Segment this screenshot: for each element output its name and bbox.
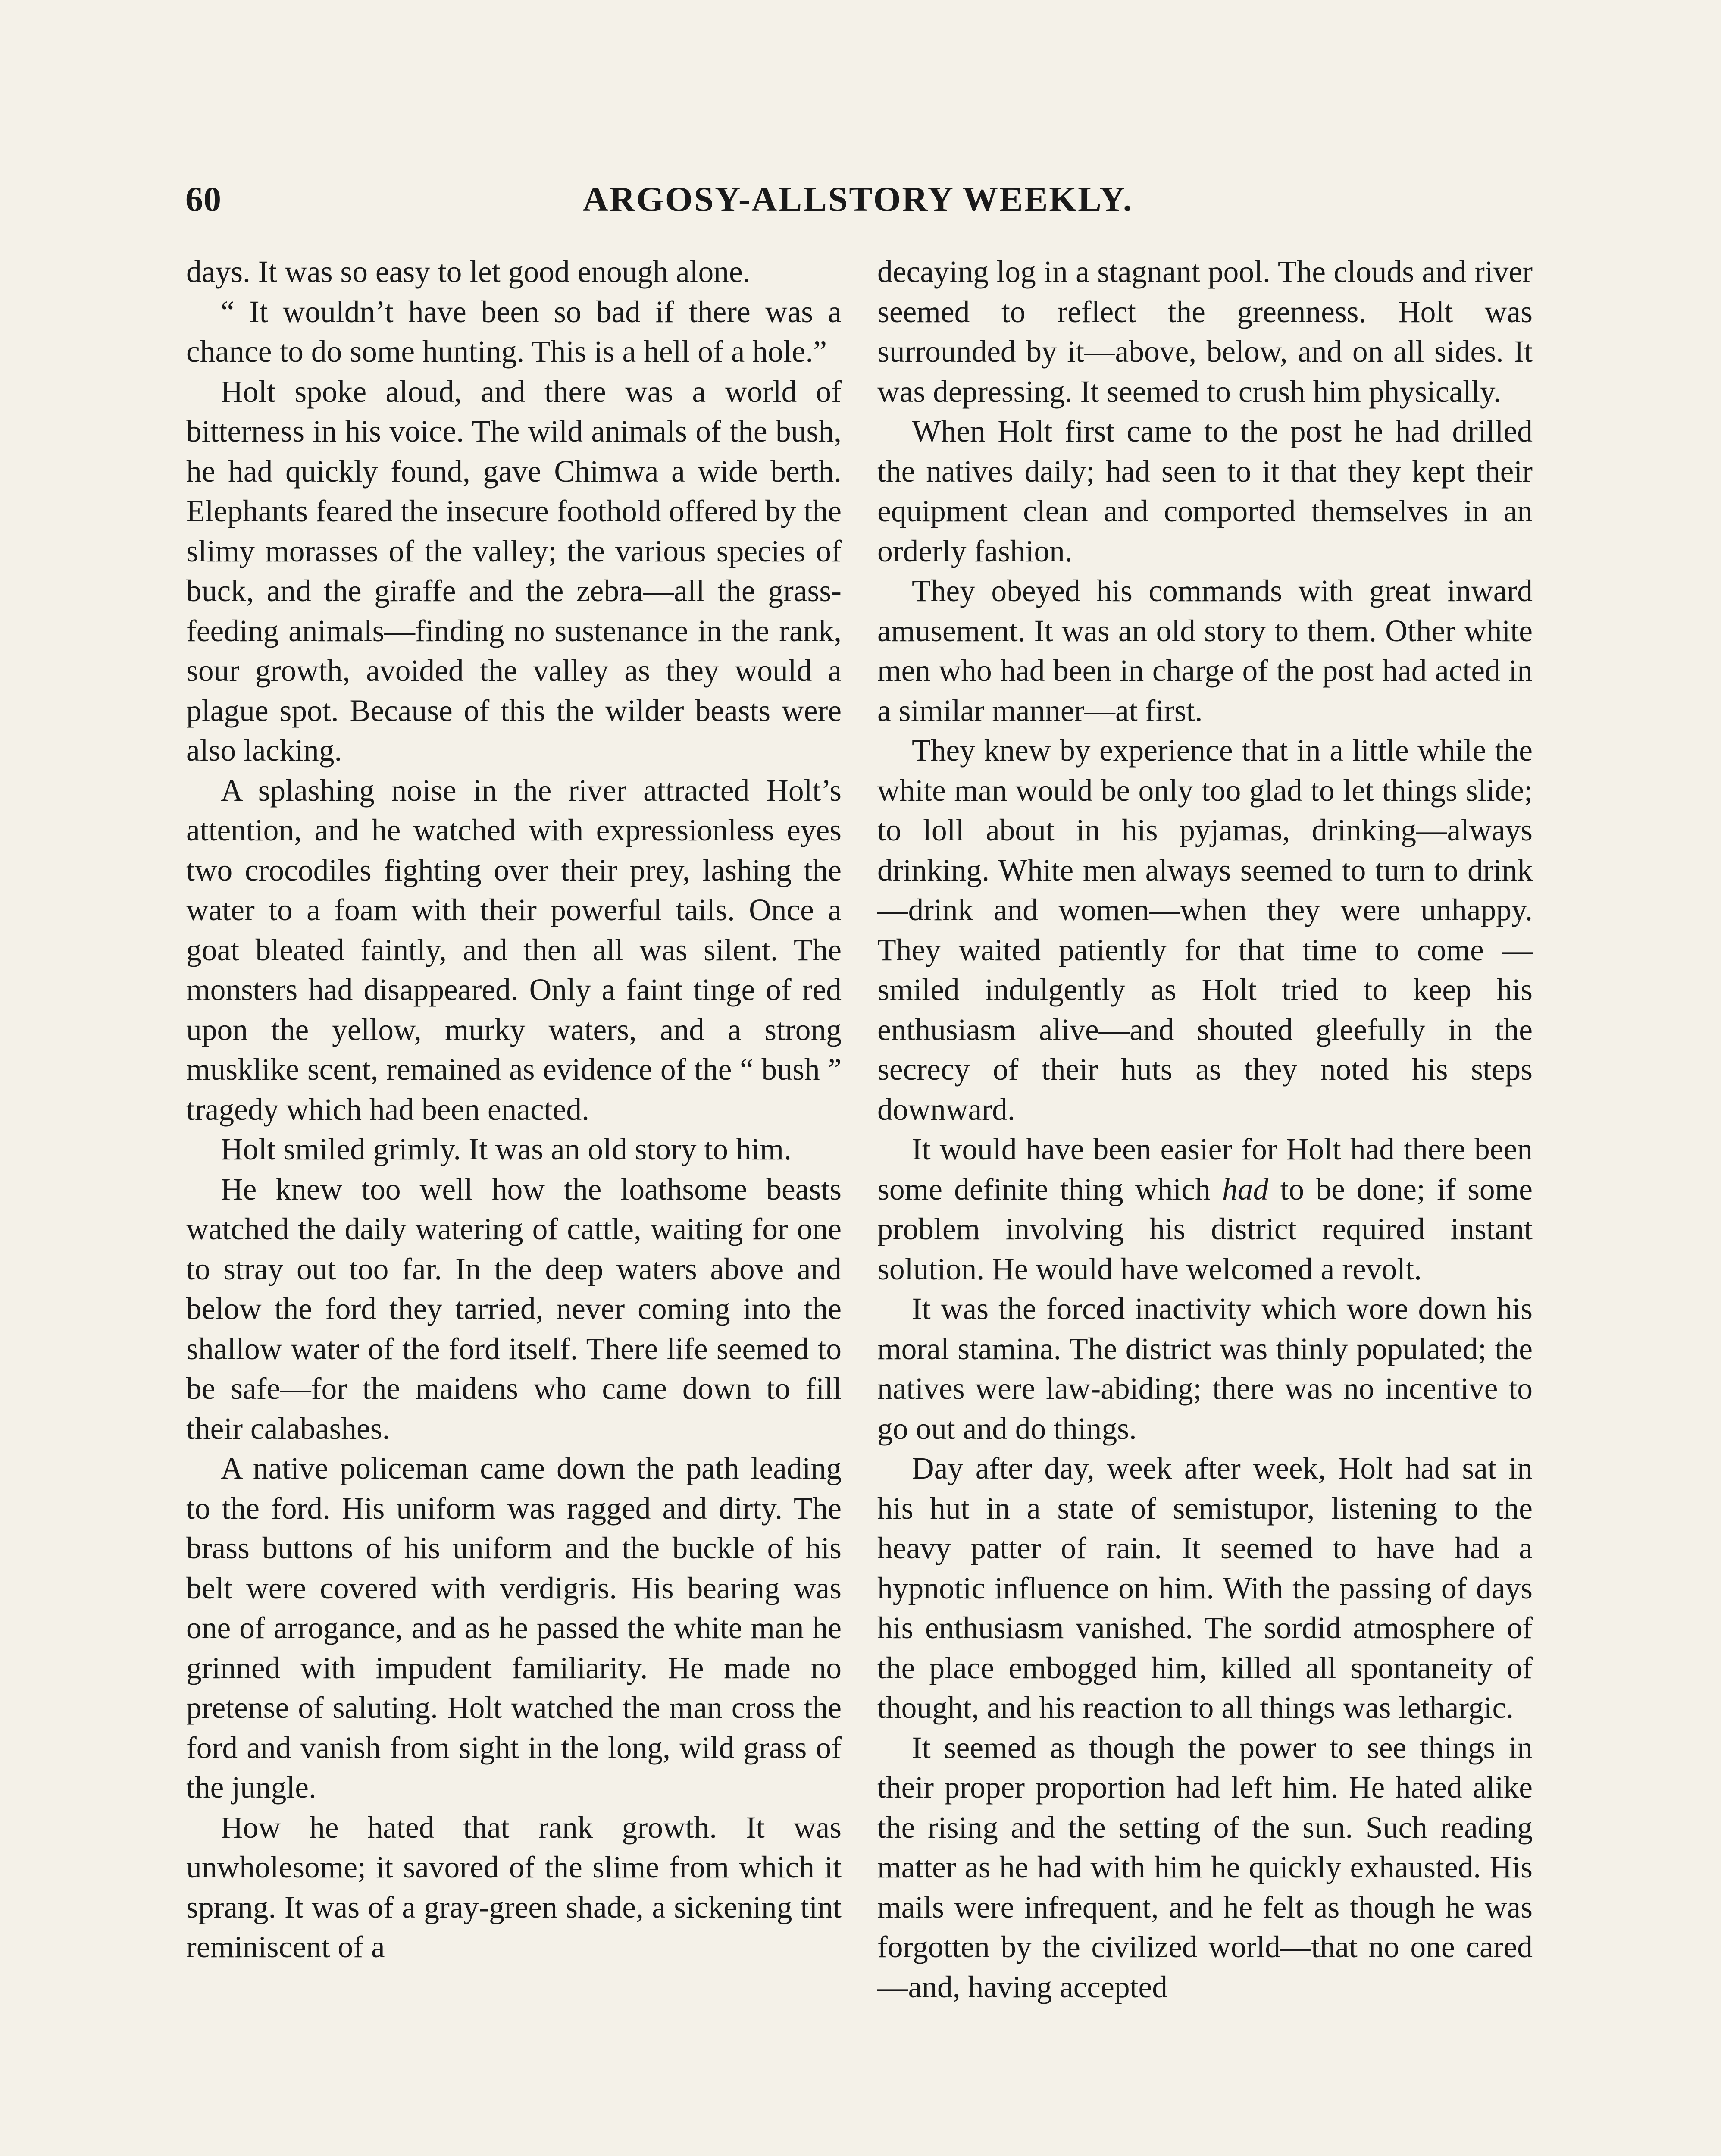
paragraph: It was the forced inactivity which wore down his moral stamina. The district was thinly populated; the natives were law-abiding; there was no incentive to go out and do things. bbox=[877, 1292, 1533, 1446]
left-column bbox=[186, 252, 842, 1968]
right-column bbox=[877, 252, 1533, 2007]
page-number: 60 bbox=[185, 179, 222, 219]
paragraph: They knew by experience that in a little while the white man would be only too glad to let things slide; to loll about in his pyjamas, drinking—always drinking. White men always seemed to turn to drink—drink and women—when they were unhappy. They waited patiently for that time to come —smiled indulgently as Holt tried to keep his enthusiasm alive—and shouted gleefully in the secrecy of their huts as they noted his steps downward. bbox=[877, 733, 1533, 1127]
emphasis: had bbox=[1222, 1172, 1269, 1206]
paragraph: A native policeman came down the path leading to the ford. His uniform was ragged and dirty. The brass buttons of his uniform and the buckle of his belt were covered with verdigris. His bearing was one of arrogance, and as he passed the white man he grinned with impudent familiarity. He made no pretense of saluting. Holt watched the man cross the ford and vanish from sight in the long, wild grass of the jungle. bbox=[186, 1451, 842, 1805]
paragraph: How he hated that rank growth. It was unwholesome; it savored of the slime from which it sprang. It was of a gray-green shade, a sickening tint reminiscent of a bbox=[186, 1810, 842, 1964]
paragraph: days. It was so easy to let good enough alone. bbox=[186, 255, 751, 289]
paragraph: Holt smiled grimly. It was an old story to him. bbox=[221, 1132, 792, 1166]
paragraph: It seemed as though the power to see things in their proper proportion had left him. He hated alike the rising and the setting of the sun. Such reading matter as he had with him he quickly exhausted. His mails were infrequent, and he felt as though he was forgotten by the civilized world—that no one cared—and, having accepted bbox=[877, 1730, 1533, 2004]
paragraph-text: It would have been easier for Holt had there been some definite thing which bbox=[877, 1132, 1533, 1206]
paragraph: Day after day, week after week, Holt had sat in his hut in a state of semistupor, listening to the heavy patter of rain. It seemed to have had a hypnotic influence on him. With the passing of days his enthusiasm vanished. The sordid atmosphere of the place embogged him, killed all spontaneity of thought, and his reaction to all things was lethargic. bbox=[877, 1451, 1533, 1725]
paragraph: “ It wouldn’t have been so bad if there was a chance to do some hunting. This is a hell of a hole.” bbox=[186, 295, 842, 369]
paragraph-text: to be done; if some problem involving his district required instant solution. He would have welcomed a revolt. bbox=[877, 1172, 1533, 1286]
paragraph: When Holt first came to the post he had drilled the natives daily; had seen to it that they kept their equipment clean and comported themselves in an orderly fashion. bbox=[877, 414, 1533, 568]
paragraph: He knew too well how the loathsome beasts watched the daily watering of cattle, waiting for one to stray out too far. In the deep waters above and below the ford they tarried, never coming into the shallow water of the ford itself. There life seemed to be safe—for the maidens who came down to fill their calabashes. bbox=[186, 1172, 842, 1446]
paragraph: decaying log in a stagnant pool. The clouds and river seemed to reflect the greenness. Holt was surrounded by it—above, below, and on all sides. It was depressing. It seemed to crush him physically. bbox=[877, 255, 1533, 409]
paragraph bbox=[877, 1130, 1533, 1289]
running-head: ARGOSY-ALLSTORY WEEKLY. bbox=[582, 179, 1133, 219]
paragraph: A splashing noise in the river attracted Holt’s attention, and he watched with expressionless eyes two crocodiles fighting over their prey, lashing the water to a foam with their powerful tails. Once a goat bleated faintly, and then all was silent. The monsters had disappeared. Only a faint tinge of red upon the yellow, murky waters, and a strong musklike scent, remained as evidence of the “ bush ” tragedy which had been enacted. bbox=[186, 773, 842, 1127]
paragraph: Holt spoke aloud, and there was a world of bitterness in his voice. The wild animals of the bush, he had quickly found, gave Chimwa a wide berth. Elephants feared the insecure foothold offered by the slimy morasses of the valley; the various species of buck, and the giraffe and the zebra—all the grass-feeding animals—finding no sustenance in the rank, sour growth, avoided the valley as they would a plague spot. Because of this the wilder beasts were also lacking. bbox=[186, 374, 842, 768]
paragraph: They obeyed his commands with great inward amusement. It was an old story to them. Other white men who had been in charge of the post had acted in a similar manner—at first. bbox=[877, 574, 1533, 728]
